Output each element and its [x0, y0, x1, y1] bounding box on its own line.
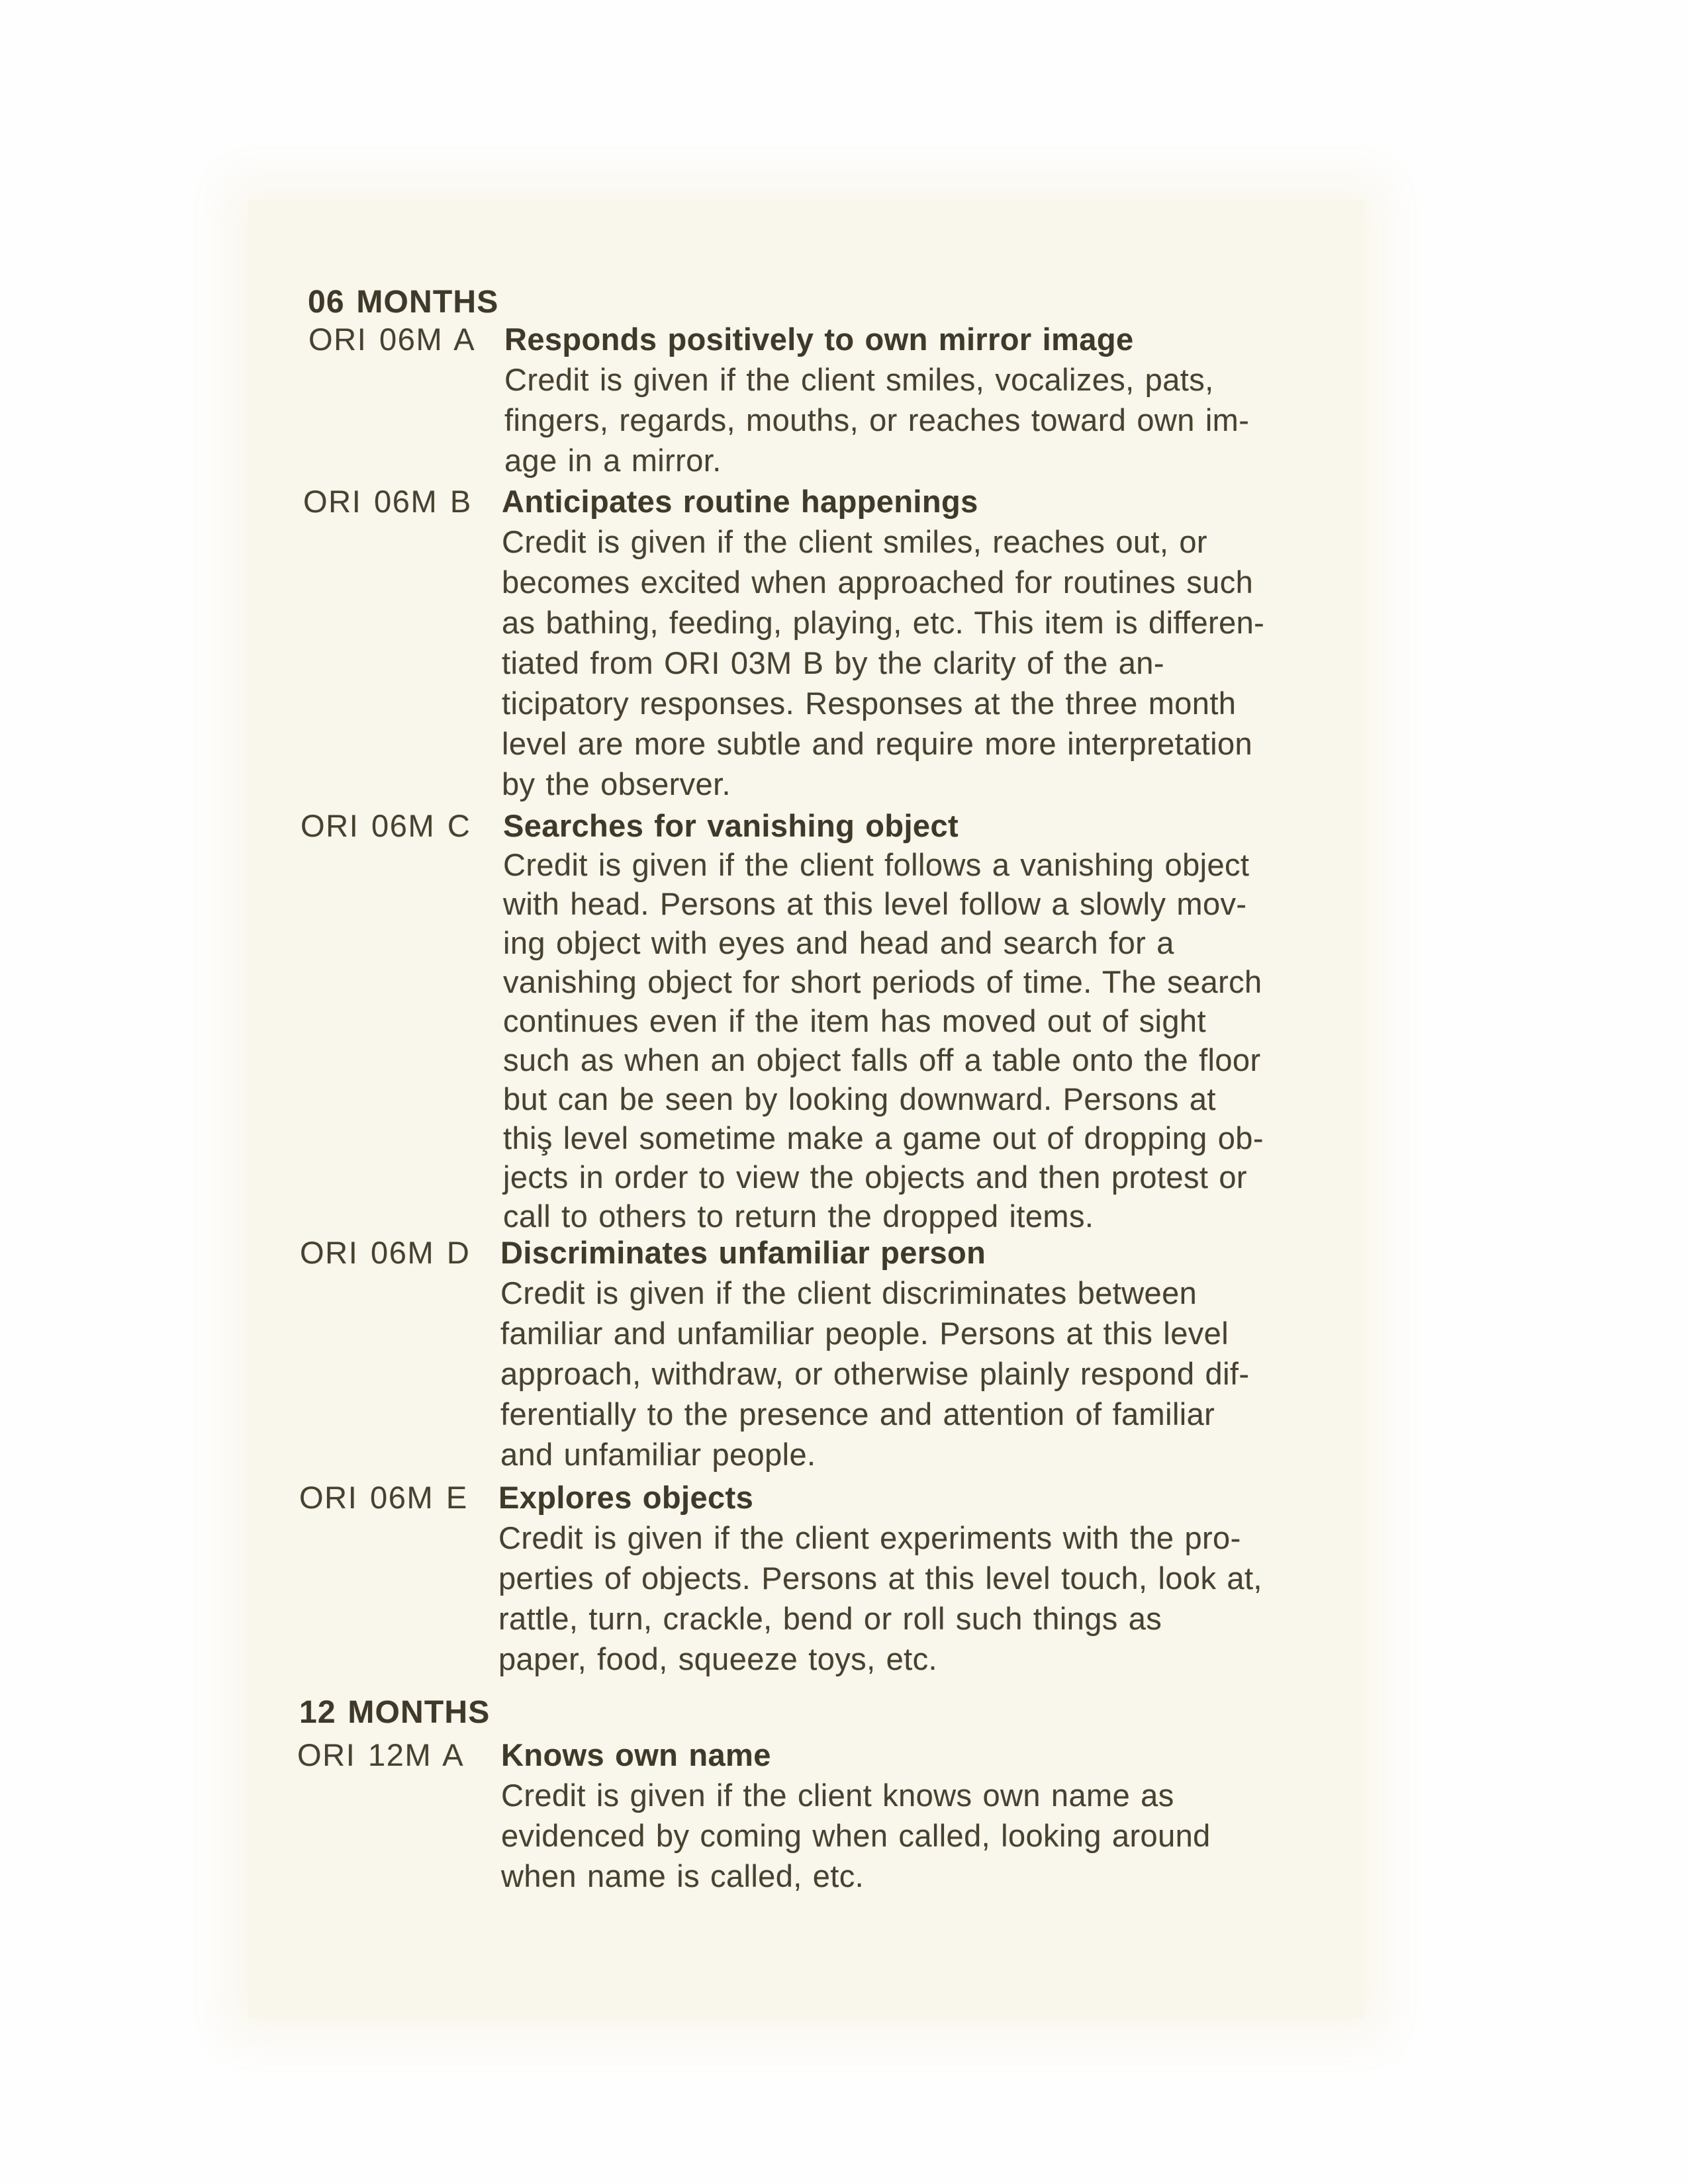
item-code: ORI 06M E	[299, 1480, 468, 1515]
body-line: becomes excited when approached for routines such	[502, 565, 1254, 600]
section-heading-12-months: 12 MONTHS	[299, 1695, 491, 1730]
item-code: ORI 12M A	[297, 1737, 465, 1772]
body-line: by the observer.	[502, 766, 731, 801]
item-code: ORI 06M D	[300, 1235, 471, 1270]
body-line: Credit is given if the client follows a vanishing object	[503, 847, 1250, 882]
body-line: Credit is given if the client experiments with the pro-	[498, 1520, 1241, 1555]
item-title: Responds positively to own mirror image	[504, 322, 1134, 357]
body-line: evidenced by coming when called, looking around	[501, 1818, 1211, 1853]
body-line: vanishing object for short periods of time. The search	[503, 964, 1262, 999]
body-line: ferentially to the presence and attention of familiar	[500, 1396, 1215, 1432]
body-line: and unfamiliar people.	[500, 1437, 816, 1472]
item-title: Anticipates routine happenings	[502, 484, 978, 519]
body-line: continues even if the item has moved out of sight	[503, 1003, 1206, 1038]
body-line: level are more subtle and require more interpretation	[502, 726, 1253, 761]
body-line: Credit is given if the client smiles, vocalizes, pats,	[504, 362, 1214, 397]
item-title: Knows own name	[501, 1737, 771, 1772]
body-line: such as when an object falls off a table onto the floor	[503, 1042, 1261, 1077]
body-line: ing object with eyes and head and search for a	[503, 925, 1174, 960]
body-line: jects in order to view the objects and then protest or	[503, 1160, 1247, 1195]
body-line: Credit is given if the client smiles, reaches out, or	[502, 524, 1207, 559]
body-line: when name is called, etc.	[501, 1858, 865, 1893]
body-line: as bathing, feeding, playing, etc. This item is differen-	[502, 605, 1265, 640]
body-line: Credit is given if the client knows own name as	[501, 1778, 1174, 1813]
body-line: Credit is given if the client discriminates between	[500, 1275, 1197, 1310]
item-code: ORI 06M C	[301, 808, 471, 843]
item-title: Explores objects	[498, 1480, 754, 1515]
body-line: paper, food, squeeze toys, etc.	[498, 1641, 937, 1676]
body-line: but can be seen by looking downward. Persons at	[503, 1081, 1216, 1116]
body-line: familiar and unfamiliar people. Persons at this level	[500, 1316, 1229, 1351]
item-title: Discriminates unfamiliar person	[500, 1235, 986, 1270]
item-title: Searches for vanishing object	[503, 808, 959, 843]
body-line: age in a mirror.	[504, 443, 722, 478]
body-line: rattle, turn, crackle, bend or roll such things as	[498, 1601, 1162, 1636]
body-line: call to others to return the dropped items.	[503, 1199, 1094, 1234]
body-line: fingers, regards, mouths, or reaches toward own im-	[504, 402, 1250, 437]
body-line: approach, withdraw, or otherwise plainly respond dif-	[500, 1356, 1250, 1391]
body-line: with head. Persons at this level follow a slowly mov-	[503, 886, 1247, 921]
item-code: ORI 06M A	[308, 322, 476, 357]
body-line: tiated from ORI 03M B by the clarity of the an-	[502, 645, 1164, 680]
body-line: perties of objects. Persons at this level touch, look at,	[498, 1561, 1262, 1596]
section-heading-06-months: 06 MONTHS	[308, 285, 499, 320]
body-line: ticipatory responses. Responses at the three month	[502, 686, 1237, 721]
body-line: thiş level sometime make a game out of dropping ob-	[503, 1120, 1264, 1156]
item-code: ORI 06M B	[303, 484, 472, 519]
